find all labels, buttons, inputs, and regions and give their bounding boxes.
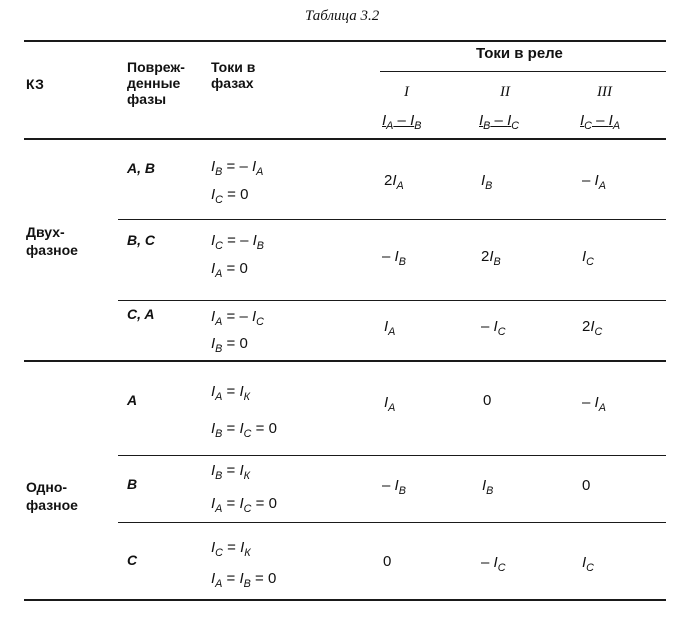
row-divider [118, 522, 666, 523]
group-label-line: Одно- [26, 479, 68, 495]
relay-current-cell: $2I_B$ [481, 248, 501, 268]
relay-current-cell: $2I_C$ [582, 318, 603, 338]
relay-current-cell: $I_C$ [582, 554, 594, 574]
relay-current-cell: 0 [582, 477, 591, 494]
relay-current-cell: – $I_C$ [481, 554, 506, 574]
relay-current-cell: $I_C$ [582, 248, 594, 268]
relay-current-cell: $I_B$ [481, 172, 493, 192]
bottom-rule [24, 599, 666, 601]
header-phase-currents [211, 59, 255, 91]
relay-column-formula: $I_C - I_A$ [580, 112, 621, 132]
group-label-single-phase [26, 478, 78, 514]
phase-current-equation: $I_C = I_К$ [211, 539, 251, 559]
header-damaged-phases [127, 59, 185, 107]
relay-column-formula: $I_B - I_C$ [479, 112, 520, 132]
group-label-line: фазное [26, 242, 78, 258]
header-line: фазы [127, 91, 167, 107]
header-line: фазах [211, 75, 254, 91]
relay-current-cell: $I_A$ [384, 318, 396, 338]
damaged-phases-cell: C, A [127, 306, 155, 322]
group-label-line: Двух- [26, 224, 65, 240]
relay-group-rule [380, 71, 666, 72]
phase-current-equation: $I_B = 0$ [211, 335, 248, 355]
relay-column-number: I [404, 84, 409, 100]
table-caption: Таблица 3.2 [305, 8, 380, 24]
relay-current-cell: $I_B$ [482, 477, 494, 497]
phase-current-equation: $I_C = 0$ [211, 186, 249, 206]
damaged-phases-cell: B [127, 476, 138, 492]
relay-current-cell: 0 [483, 392, 492, 409]
phase-current-equation: $I_B$ = – $I_A$ [211, 158, 264, 178]
relay-current-cell: $I_A$ [384, 394, 396, 414]
relay-current-cell: – $I_A$ [582, 172, 606, 192]
relay-column-number: II [500, 84, 510, 100]
relay-current-cell: – $I_A$ [582, 394, 606, 414]
header-line: Токи в [211, 59, 256, 75]
phase-current-equation: $I_A = I_B = 0$ [211, 570, 277, 590]
relay-current-cell: – $I_C$ [481, 318, 506, 338]
group-label-two-phase [26, 223, 78, 259]
row-divider [118, 455, 666, 456]
relay-current-cell: – $I_B$ [382, 248, 406, 268]
top-rule [24, 40, 666, 42]
phase-current-equation: $I_A = 0$ [211, 260, 248, 280]
header-line: Повреж- [127, 59, 185, 75]
group-divider-rule [24, 360, 666, 362]
damaged-phases-cell: B, C [127, 232, 155, 248]
header-line: денные [127, 75, 181, 91]
header-relay-currents: Токи в реле [476, 45, 563, 62]
damaged-phases-cell: C [127, 552, 138, 568]
relay-current-cell: $2I_A$ [384, 172, 404, 192]
header-bottom-rule [24, 138, 666, 140]
group-label-line: фазное [26, 497, 78, 513]
header-kz: КЗ [26, 76, 44, 92]
row-divider [118, 300, 666, 301]
relay-column-formula: $I_A - I_B$ [382, 112, 422, 132]
phase-current-equation: $I_A = I_К$ [211, 383, 251, 403]
row-divider [118, 219, 666, 220]
phase-current-equation: $I_B = I_К$ [211, 462, 251, 482]
phase-current-equation: $I_B = I_C = 0$ [211, 420, 277, 440]
phase-current-equation: $I_C$ = – $I_B$ [211, 232, 264, 252]
damaged-phases-cell: A [127, 392, 138, 408]
relay-column-number: III [597, 84, 612, 100]
relay-current-cell: 0 [383, 553, 392, 570]
relay-current-cell: – $I_B$ [382, 477, 406, 497]
phase-current-equation: $I_A = I_C = 0$ [211, 495, 277, 515]
damaged-phases-cell: A, B [127, 160, 155, 176]
phase-current-equation: $I_A$ = – $I_C$ [211, 308, 264, 328]
